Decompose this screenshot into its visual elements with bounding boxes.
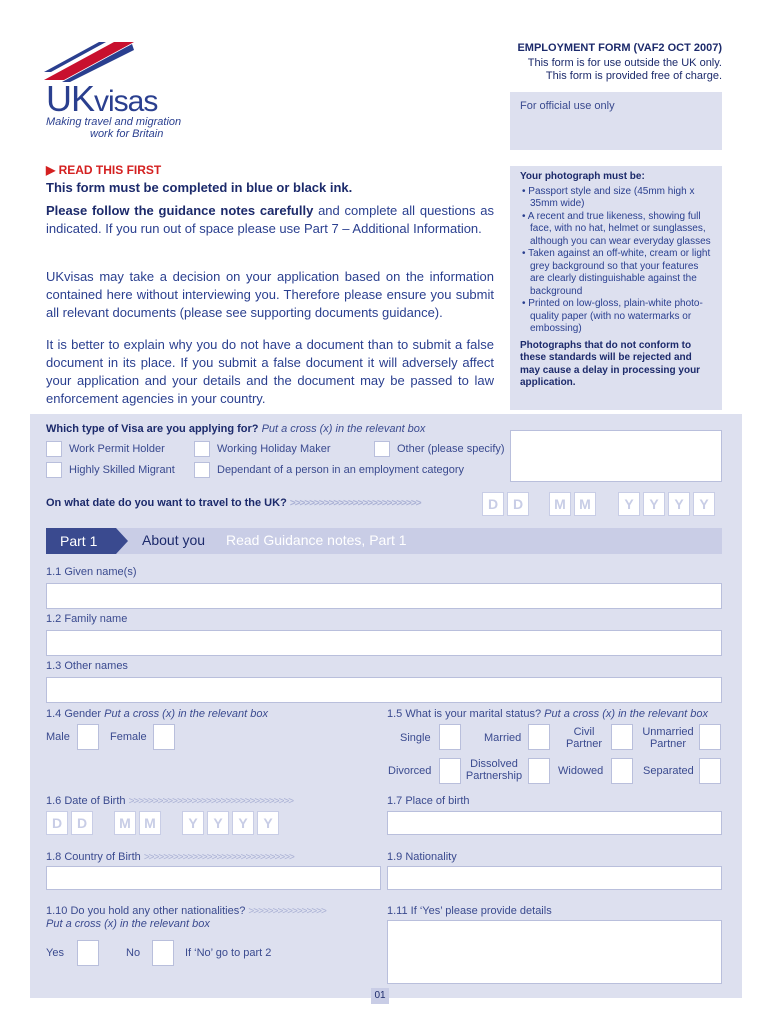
family-name-field[interactable] — [46, 630, 722, 656]
other-nationalities-question: 1.10 Do you hold any other nationalities? >>>>>>>>>>>>>>>> — [46, 905, 326, 917]
dob-year-1-field[interactable]: Y — [182, 811, 204, 835]
visa-skilled-migrant-checkbox[interactable] — [46, 462, 62, 478]
read-this-first: ▶ READ THIS FIRST — [46, 163, 162, 177]
travel-month-2-field[interactable]: M — [574, 492, 596, 516]
other-names-field[interactable] — [46, 677, 722, 703]
visa-working-holiday-checkbox[interactable] — [194, 441, 210, 457]
country-of-birth-field[interactable] — [46, 866, 381, 890]
visa-skilled-migrant-label: Highly Skilled Migrant — [69, 464, 175, 476]
photo-requirements-box — [510, 166, 722, 410]
travel-day-2-field[interactable]: D — [507, 492, 529, 516]
logo-tagline: Making travel and migration work for Britain — [46, 116, 182, 140]
dob-label: 1.6 Date of Birth >>>>>>>>>>>>>>>>>>>>>>>>>>>>>>>>>> — [46, 795, 294, 807]
other-nationalities-hint: Put a cross (x) in the relevant box — [46, 918, 210, 930]
marital-widowed-checkbox[interactable] — [611, 758, 633, 784]
if-no-instruction: If ‘No’ go to part 2 — [185, 947, 272, 959]
visa-dependant-label: Dependant of a person in an employment category — [217, 464, 465, 476]
guidance-paragraph: Please follow the guidance notes carefully and complete all questions as indicated. If you run out of space please use Part 7 – Additional Information. — [46, 203, 494, 236]
marital-civil-partner-checkbox[interactable] — [611, 724, 633, 750]
travel-year-4-field[interactable]: Y — [693, 492, 715, 516]
nationality-field[interactable] — [387, 866, 722, 890]
marital-married-checkbox[interactable] — [528, 724, 550, 750]
marital-single-label: Single — [400, 732, 431, 744]
photo-requirement: • Printed on low-gloss, plain-white photo-quality paper (with no watermarks or embossing) — [522, 298, 703, 334]
visa-other-label: Other (please specify) — [397, 443, 505, 455]
marital-single-checkbox[interactable] — [439, 724, 461, 750]
form-title: EMPLOYMENT FORM (VAF2 OCT 2007) — [517, 42, 722, 54]
part-1-subtitle: Read Guidance notes, Part 1 — [226, 532, 407, 548]
visa-working-holiday-label: Working Holiday Maker — [217, 443, 331, 455]
part-1-label: Part 1 — [46, 528, 116, 554]
marital-separated-label: Separated — [643, 765, 694, 777]
photo-requirement: • Taken against an off-white, cream or light grey background so that your features are clearly distinguishable against the background — [522, 248, 711, 297]
visa-other-specify-field[interactable] — [510, 430, 722, 482]
other-nationalities-yes-label: Yes — [46, 947, 64, 959]
visa-dependant-checkbox[interactable] — [194, 462, 210, 478]
travel-year-3-field[interactable]: Y — [668, 492, 690, 516]
country-of-birth-label: 1.8 Country of Birth >>>>>>>>>>>>>>>>>>>>>>>>>>>>>>> — [46, 851, 294, 863]
gender-male-label: Male — [46, 731, 70, 743]
other-nationalities-yes-checkbox[interactable] — [77, 940, 99, 966]
marital-unmarried-partner-checkbox[interactable] — [699, 724, 721, 750]
uk-flag-logo-icon — [44, 42, 134, 82]
travel-year-2-field[interactable]: Y — [643, 492, 665, 516]
nationality-label: 1.9 Nationality — [387, 851, 457, 863]
page-number: 01 — [371, 988, 389, 1004]
dob-month-1-field[interactable]: M — [114, 811, 136, 835]
travel-day-1-field[interactable]: D — [482, 492, 504, 516]
other-nationalities-no-checkbox[interactable] — [152, 940, 174, 966]
marital-divorced-checkbox[interactable] — [439, 758, 461, 784]
dob-year-4-field[interactable]: Y — [257, 811, 279, 835]
place-of-birth-field[interactable] — [387, 811, 722, 835]
given-names-label: 1.1 Given name(s) — [46, 566, 137, 578]
part-arrow-icon — [116, 528, 128, 554]
official-use-box: For official use only — [510, 92, 722, 150]
part-1-title: About you — [142, 532, 206, 548]
dob-day-1-field[interactable]: D — [46, 811, 68, 835]
marital-divorced-label: Divorced — [388, 765, 432, 777]
marital-civil-partner-label: Civil Partner — [565, 726, 603, 750]
visa-work-permit-label: Work Permit Holder — [69, 443, 165, 455]
family-name-label: 1.2 Family name — [46, 613, 128, 625]
other-names-label: 1.3 Other names — [46, 660, 128, 672]
travel-date-question: On what date do you want to travel to the UK? >>>>>>>>>>>>>>>>>>>>>>>>>>> — [46, 497, 421, 509]
travel-year-1-field[interactable]: Y — [618, 492, 640, 516]
marital-dissolved-partnership-label: Dissolved Partnership — [465, 758, 523, 782]
marital-separated-checkbox[interactable] — [699, 758, 721, 784]
dob-year-3-field[interactable]: Y — [232, 811, 254, 835]
marital-married-label: Married — [484, 732, 522, 744]
header-line-free: This form is provided free of charge. — [545, 70, 722, 82]
marital-dissolved-partnership-checkbox[interactable] — [528, 758, 550, 784]
photo-title: Your photograph must be: — [520, 171, 645, 182]
place-of-birth-label: 1.7 Place of birth — [387, 795, 470, 807]
dob-year-2-field[interactable]: Y — [207, 811, 229, 835]
marital-status-question: 1.5 What is your marital status? Put a cross (x) in the relevant box — [387, 708, 708, 720]
marital-widowed-label: Widowed — [558, 765, 604, 777]
photo-warning: Photographs that do not conform to these standards will be rejected and may cause a delay in processing your application. — [520, 339, 701, 388]
visa-work-permit-checkbox[interactable] — [46, 441, 62, 457]
dob-month-2-field[interactable]: M — [139, 811, 161, 835]
photo-requirement: • A recent and true likeness, showing full face, with no hat, helmet or sunglasses, although you can wear everyday glasses — [522, 210, 711, 247]
ink-instruction: This form must be completed in blue or black ink. — [46, 180, 353, 195]
gender-question: 1.4 Gender Put a cross (x) in the relevant box — [46, 708, 268, 720]
other-nationalities-details-field[interactable] — [387, 920, 722, 984]
ukvisas-logo: UKvisas — [46, 78, 158, 119]
travel-month-1-field[interactable]: M — [549, 492, 571, 516]
gender-female-checkbox[interactable] — [153, 724, 175, 750]
visa-other-checkbox[interactable] — [374, 441, 390, 457]
gender-male-checkbox[interactable] — [77, 724, 99, 750]
visa-type-question: Which type of Visa are you applying for? Put a cross (x) in the relevant box — [46, 423, 426, 435]
if-yes-details-label: 1.11 If ‘Yes’ please provide details — [387, 905, 552, 917]
photo-requirement: • Passport style and size (45mm high x 35mm wide) — [522, 185, 695, 209]
decision-paragraph: UKvisas may take a decision on your application based on the information contained here without interviewing you. Therefore please ensure you submit all relevant documents (please see supporting documents guidance). — [46, 269, 494, 320]
false-document-paragraph: It is better to explain why you do not have a document than to submit a false document in its place. If you submit a false document it will adversely affect your application and your details and the document may be passed to law enforcement agencies in your country. — [46, 337, 494, 406]
given-names-field[interactable] — [46, 583, 722, 609]
photo-requirements-list — [520, 186, 712, 336]
dob-day-2-field[interactable]: D — [71, 811, 93, 835]
header-line-outside-uk: This form is for use outside the UK only. — [527, 57, 722, 69]
marital-unmarried-partner-label: Unmarried Partner — [642, 726, 694, 750]
gender-female-label: Female — [110, 731, 147, 743]
other-nationalities-no-label: No — [126, 947, 141, 959]
